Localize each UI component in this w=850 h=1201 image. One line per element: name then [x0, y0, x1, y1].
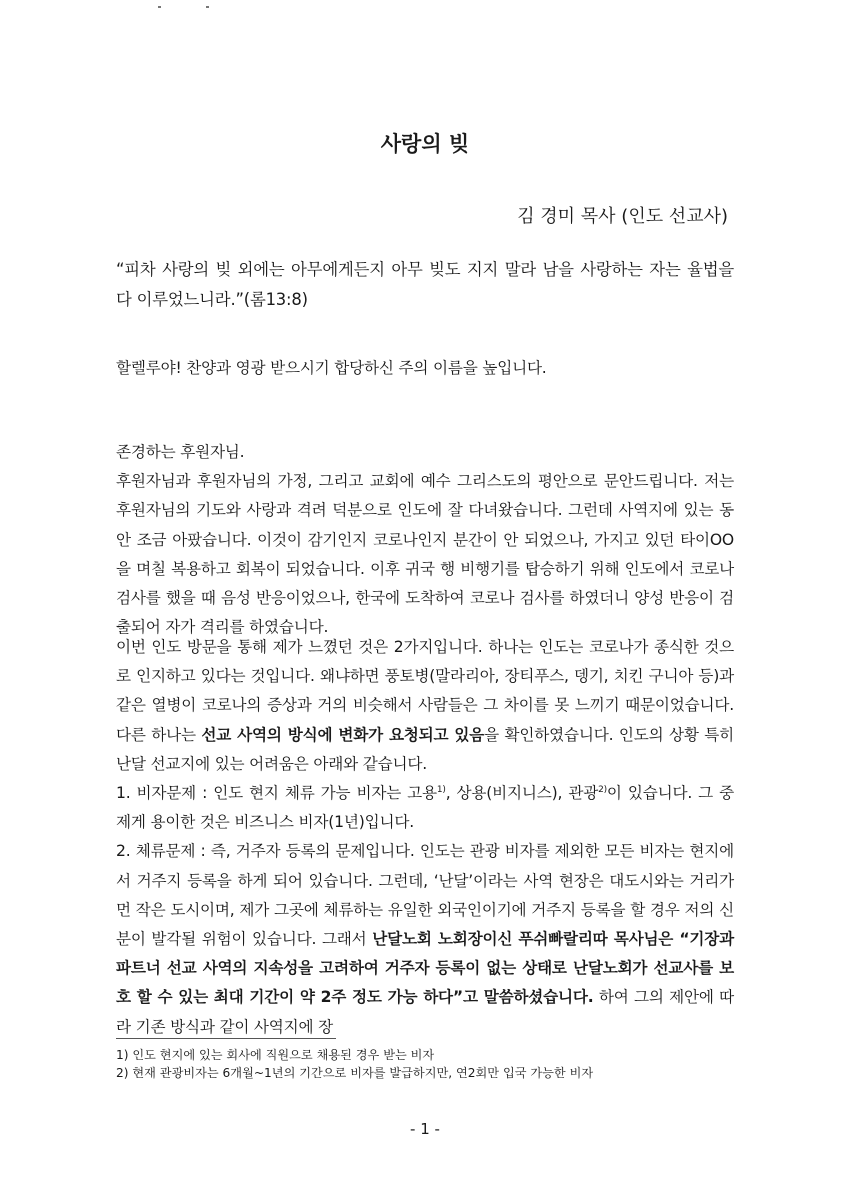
document-title: 사랑의 빚 — [380, 132, 470, 156]
bold-emphasis: 난달노회 노회장이신 푸쉬빠랄리따 목사님은 “기장과 파트너 선교 사역의 지속성을 고려하여 거주자 등록이 없는 상태로 난달노회가 선교사를 보호 할 수 있는 최대 기간이 약 2주 정도 가능 하다”고 말씀하셨습니다. — [116, 930, 734, 1007]
scan-artifact — [158, 6, 161, 8]
footnotes — [116, 1046, 736, 1082]
salutation: 존경하는 후원자님. — [116, 443, 245, 461]
footnote-ref-1[interactable]: 1) — [436, 784, 446, 795]
scripture-verse: “피차 사랑의 빚 외에는 아무에게든지 아무 빚도 지지 말라 남을 사랑하는 자는 율법을 다 이루었느니라.”(롬13:8) — [116, 260, 734, 309]
footnote-ref-2[interactable]: 2) — [598, 784, 607, 795]
list-item-residence: 2. 체류문제 : 즉, 거주자 등록의 문제입니다. 인도는 관광 비자를 제외한 모든 비자는 현지에서 거주지 등록을 하게 되어 있습니다. 그런데, ‘난달’이라는 사역 현장은 대도시와는 거리가 먼 작은 도시이며, 제가 그곳에 체류하는 유일한 외국인이기에 거주지 등록을 할 경우 저의 신분이 발각될 위험이 있습니다. 그래서 난달노회 노회장이신 푸쉬빠랄리따 목사님은 “기장과 파트너 선교 사역의 지속성을 고려하여 거주자 등록이 없는 상태로 난달노회가 선교사를 보호 할 수 있는 최대 기간이 약 2주 정도 가능 하다”고 말씀하셨습니다. 하여 그의 제안에 따라 기존 방식과 같이 사역지에 장 — [116, 842, 735, 1036]
greeting-section — [116, 438, 734, 642]
mission-report-section — [116, 633, 734, 1042]
footnote-divider — [116, 1038, 336, 1039]
page-number: - 1 - — [410, 1120, 440, 1138]
author-line: 김 경미 목사 (인도 선교사) — [517, 206, 728, 227]
footnote-1: 1) 인도 현지에 있는 회사에 직원으로 채용된 경우 받는 비자 — [116, 1048, 435, 1062]
scan-artifact — [206, 6, 209, 8]
list-item-visa: 1. 비자문제 : 인도 현지 체류 가능 비자는 고용$^{1)}$, 상용(비지니스), 관광$^{2)}$이 있습니다. 그 중 제게 용이한 것은 비즈니스 비자(1년)입니다. — [116, 784, 734, 832]
opening-praise: 할렐루야! 찬양과 영광 받으시기 합당하신 주의 이름을 높입니다. — [116, 359, 547, 377]
footnote-2: 2) 현재 관광비자는 6개월~1년의 기간으로 비자를 발급하지만, 연2회만 입국 가능한 비자 — [116, 1066, 594, 1080]
bold-emphasis: 선교 사역의 방식에 변화가 요청되고 있음 — [201, 725, 485, 744]
paragraph-observations: 이번 인도 방문을 통해 제가 느꼈던 것은 2가지입니다. 하나는 인도는 코로나가 종식한 것으로 인지하고 있다는 것입니다. 왜냐하면 풍토병(말라리아, 장티푸스, 뎅기, 치킨 구니아 등)과 같은 열병이 코로나의 증상과 거의 비슷해서 사람들은 그 차이를 못 느끼기 때문이었습니다. 다른 하나는 선교 사역의 방식에 변화가 요청되고 있음을 확인하였습니다. 인도의 상황 특히 난달 선교지에 있는 어려움은 아래와 같습니다. — [116, 638, 734, 773]
paragraph-health-report: 후원자님과 후원자님의 가정, 그리고 교회에 예수 그리스도의 평안으로 문안드립니다. 저는 후원자님의 기도와 사랑과 격려 덕분으로 인도에 잘 다녀왔습니다. 그런데 사역지에 있는 동안 조금 아팠습니다. 이것이 감기인지 코로나인지 분간이 안 되었으나, 가지고 있던 타이OO을 며칠 복용하고 회복이 되었습니다. 이후 귀국 행 비행기를 탑승하기 위해 인도에서 코로나 검사를 했을 때 음성 반응이었으나, 한국에 도착하여 코로나 검사를 하였더니 양성 반응이 검출되어 자가 격리를 하였습니다. — [116, 472, 734, 637]
